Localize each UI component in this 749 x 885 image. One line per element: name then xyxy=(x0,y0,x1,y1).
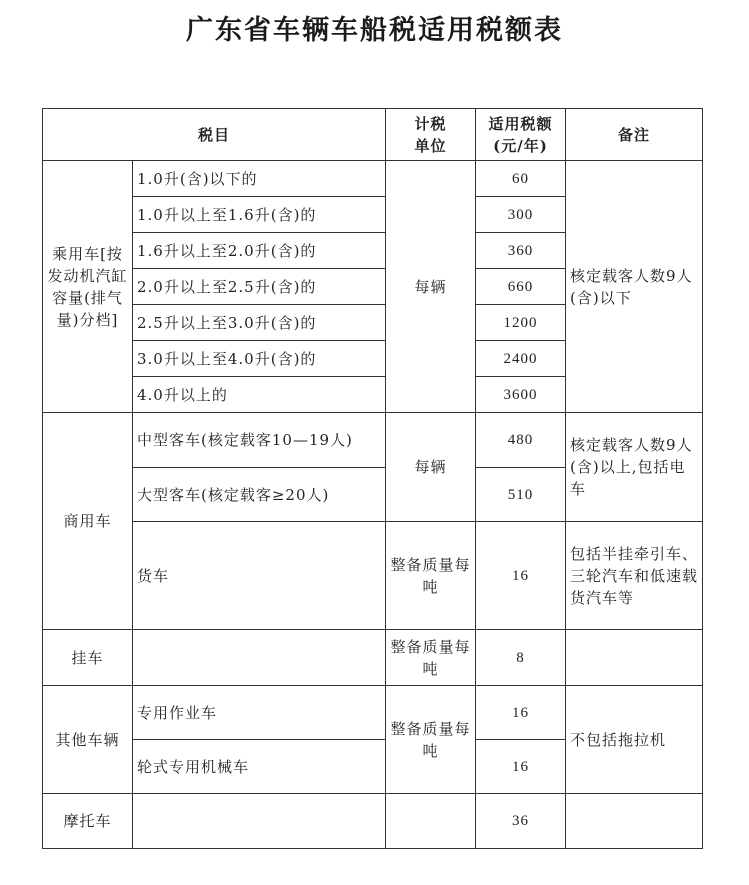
table-row xyxy=(43,630,703,686)
table-row xyxy=(43,413,703,468)
bus-unit: 每辆 xyxy=(386,413,476,522)
large-bus-item: 大型客车(核定载客≥20人) xyxy=(133,468,386,522)
passenger-item: 1.6升以上至2.0升(含)的 xyxy=(133,233,386,269)
motorcycle-rate: 36 xyxy=(476,794,566,849)
passenger-item: 1.0升以上至1.6升(含)的 xyxy=(133,197,386,233)
header-rate-line2: (元/年) xyxy=(493,136,548,155)
header-rate-line1: 适用税额 xyxy=(488,114,553,133)
trailer-note-empty xyxy=(566,630,703,686)
table-row xyxy=(43,686,703,740)
table-row xyxy=(43,161,703,197)
table-header-row xyxy=(43,109,703,161)
header-note: 备注 xyxy=(566,109,703,161)
trailer-rate: 8 xyxy=(476,630,566,686)
table-row xyxy=(43,522,703,630)
trailer-item-empty xyxy=(133,630,386,686)
trailer-category: 挂车 xyxy=(43,630,133,686)
truck-unit: 整备质量每吨 xyxy=(386,522,476,630)
truck-item: 货车 xyxy=(133,522,386,630)
passenger-rate: 1200 xyxy=(476,305,566,341)
passenger-rate: 660 xyxy=(476,269,566,305)
wheeled-machinery-rate: 16 xyxy=(476,740,566,794)
passenger-note: 核定载客人数9人(含)以下 xyxy=(566,161,703,413)
passenger-unit: 每辆 xyxy=(386,161,476,413)
tax-rate-table xyxy=(42,108,703,849)
truck-rate: 16 xyxy=(476,522,566,630)
other-unit: 整备质量每吨 xyxy=(386,686,476,794)
other-category: 其他车辆 xyxy=(43,686,133,794)
passenger-rate: 300 xyxy=(476,197,566,233)
page-title: 广东省车辆车船税适用税额表 xyxy=(186,15,563,46)
motorcycle-note-empty xyxy=(566,794,703,849)
passenger-item: 1.0升(含)以下的 xyxy=(133,161,386,197)
passenger-rate: 3600 xyxy=(476,377,566,413)
large-bus-rate: 510 xyxy=(476,468,566,522)
motorcycle-item-empty xyxy=(133,794,386,849)
commercial-category: 商用车 xyxy=(43,413,133,630)
header-unit-line2: 单位 xyxy=(414,136,447,155)
motorcycle-category: 摩托车 xyxy=(43,794,133,849)
other-note: 不包括拖拉机 xyxy=(566,686,703,794)
motorcycle-unit-empty xyxy=(386,794,476,849)
bus-note: 核定载客人数9人(含)以上,包括电车 xyxy=(566,413,703,522)
header-item: 税目 xyxy=(43,109,386,161)
header-unit-line1: 计税 xyxy=(414,114,447,133)
passenger-item: 2.0升以上至2.5升(含)的 xyxy=(133,269,386,305)
passenger-rate: 2400 xyxy=(476,341,566,377)
special-vehicle-item: 专用作业车 xyxy=(133,686,386,740)
table-row xyxy=(43,794,703,849)
passenger-rate: 360 xyxy=(476,233,566,269)
trailer-unit: 整备质量每吨 xyxy=(386,630,476,686)
truck-note: 包括半挂牵引车、三轮汽车和低速载货汽车等 xyxy=(566,522,703,630)
passenger-item: 3.0升以上至4.0升(含)的 xyxy=(133,341,386,377)
passenger-item: 4.0升以上的 xyxy=(133,377,386,413)
passenger-rate: 60 xyxy=(476,161,566,197)
special-vehicle-rate: 16 xyxy=(476,686,566,740)
passenger-category: 乘用车[按发动机汽缸容量(排气量)分档] xyxy=(43,161,133,413)
medium-bus-rate: 480 xyxy=(476,413,566,468)
passenger-item: 2.5升以上至3.0升(含)的 xyxy=(133,305,386,341)
header-unit xyxy=(386,109,476,161)
medium-bus-item: 中型客车(核定载客10—19人) xyxy=(133,413,386,468)
wheeled-machinery-item: 轮式专用机械车 xyxy=(133,740,386,794)
header-rate xyxy=(476,109,566,161)
